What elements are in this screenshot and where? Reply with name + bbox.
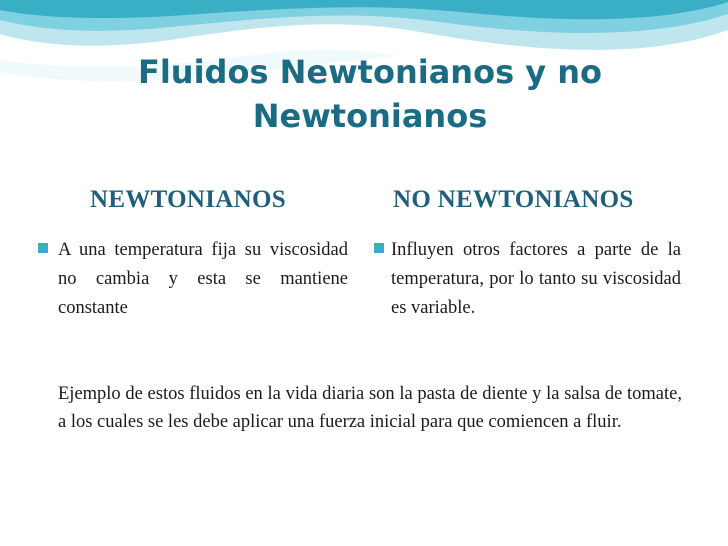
column-heading-newtonianos: NEWTONIANOS	[90, 186, 286, 213]
teal-square-bullet-icon	[372, 241, 386, 255]
slide-title: Fluidos Newtonianos y no Newtonianos	[137, 53, 603, 135]
bullet-no-newtonianos: Influyen otros factores a parte de la temperatura, por lo tanto su viscosidad es variable.	[391, 240, 681, 318]
bullet-newtonianos: A una temperatura fija su viscosidad no cambia y esta se mantiene constante	[58, 240, 348, 318]
bullet-square	[374, 243, 384, 253]
bullet-square	[38, 243, 48, 253]
example-paragraph: Ejemplo de estos fluidos en la vida diaria son la pasta de diente y la salsa de tomate, a los cuales se les debe aplicar una fuerza inicial para que comiencen a fluir.	[58, 384, 682, 432]
column-heading-no-newtonianos: NO NEWTONIANOS	[393, 186, 634, 213]
teal-square-bullet-icon	[36, 241, 50, 255]
